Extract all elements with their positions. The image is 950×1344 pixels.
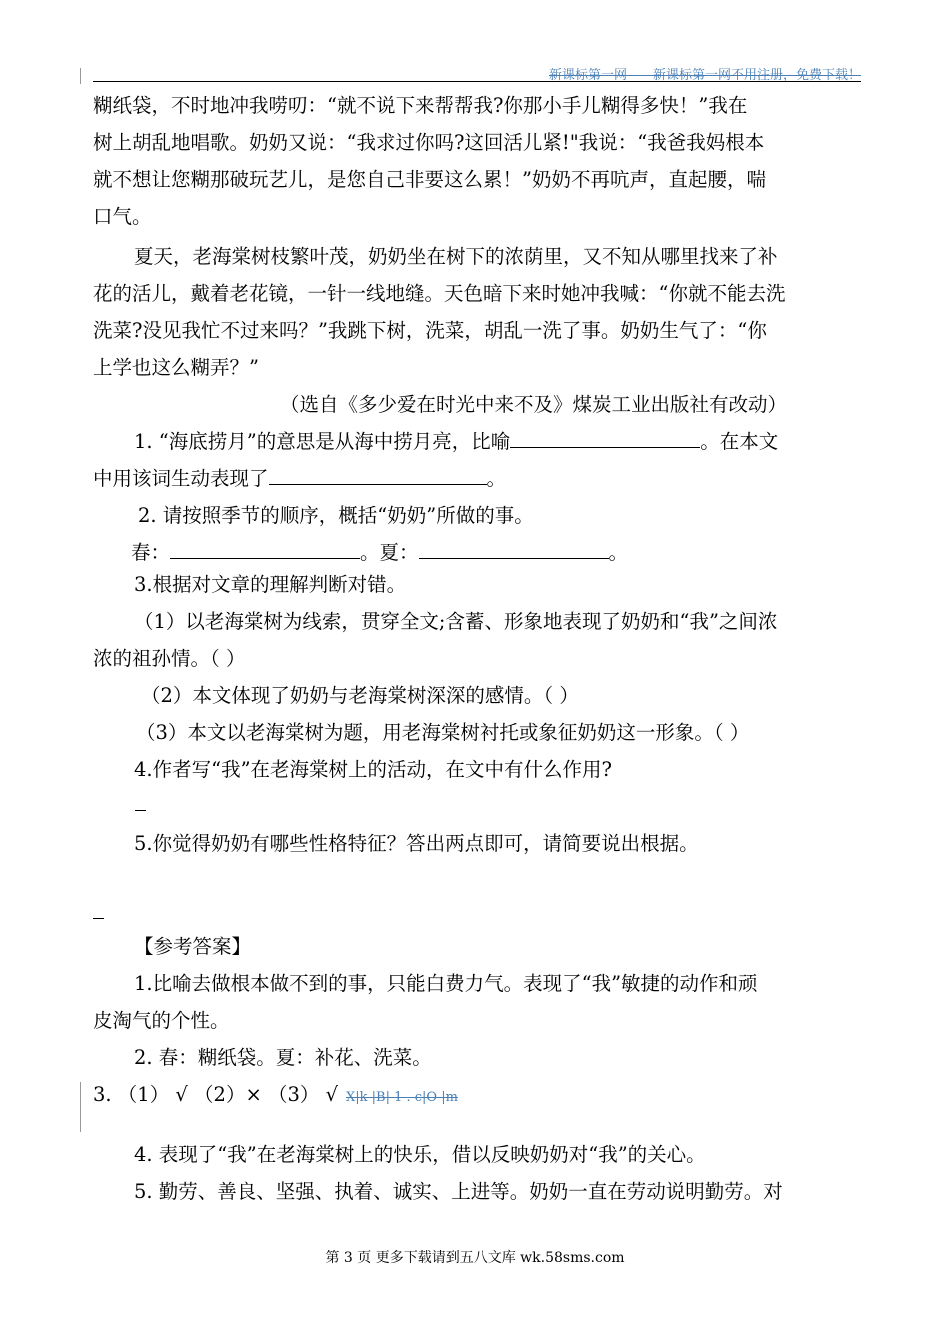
question-4: 4.作者写“我”在老海棠树上的活动，在文中有什么作用? [134,758,612,781]
answer-blank[interactable] [269,462,487,485]
spring-label: 春： [131,541,171,564]
question-3-1: （1）以老海棠树为线索，贯穿全文;含蓄、形象地表现了奶奶和“我”之间浓 [134,610,778,633]
passage-line: 口气。 [93,205,152,228]
answers-heading: 【参考答案】 [134,935,252,958]
answer-line-mark [135,810,146,811]
answer-4: 4. 表现了“我”在老海棠树上的快乐，借以反映奶奶对“我”的关心。 [134,1143,706,1166]
passage-line: 就不想让您糊那破玩艺儿，是您自己非要这么累！”奶奶不再吭声，直起腰，喘 [93,168,766,191]
passage-line: 洗菜?没见我忙不过来吗？”我跳下树，洗菜，胡乱一洗了事。奶奶生气了：“你 [93,319,767,342]
header-rule [93,81,861,82]
question-2-end: 。 [608,541,629,564]
answer-blank[interactable] [510,425,700,448]
question-2: 2. 请按照季节的顺序，概括“奶奶”所做的事。 [138,504,534,527]
question-3-3: （3）本文以老海棠树为题，用老海棠树衬托或象征奶奶这一形象。（ ） [136,721,750,744]
page-footer: 第 3 页 更多下载请到五八文库 wk.58sms.com [325,1250,625,1266]
passage-line: 树上胡乱地唱歌。奶奶又说：“我求过你吗?这回活儿紧!"我说：“我爸我妈根本 [93,131,765,154]
answer-1: 1.比喻去做根本做不到的事，只能白费力气。表现了“我”敏捷的动作和顽 [134,972,758,995]
header-site-link[interactable]: 新课标第一网——新课标第一网不用注册，免费下载！ [548,68,861,83]
question-3-2: （2）本文体现了奶奶与老海棠树深深的感情。（ ） [141,684,579,707]
answer-5: 5. 勤劳、善良、坚强、执着、诚实、上进等。奶奶一直在劳动说明勤劳。对 [134,1180,783,1203]
summer-label: 。夏： [360,541,419,564]
question-1-text: 。在本文 [700,430,779,453]
answer-blank[interactable] [419,536,609,559]
question-1-text: 中用该词生动表现了 [93,467,269,490]
answer-3-text: 3. （1） √ （2）× （3） √ [93,1083,339,1106]
margin-mark [80,1082,81,1132]
question-3: 3.根据对文章的理解判断对错。 [134,573,407,596]
question-1 [134,424,861,460]
passage-line: 糊纸袋，不时地冲我唠叨：“就不说下来帮帮我?你那小手儿糊得多快！”我在 [93,94,748,117]
answer-3 [93,1077,861,1116]
margin-mark [80,68,81,84]
answer-2: 2. 春：糊纸袋。夏：补花、洗菜。 [134,1046,432,1069]
passage-line: 上学也这么糊弄？” [93,356,259,379]
question-3-1-cont: 浓的祖孙情。（ ） [93,647,246,670]
page-header [93,60,861,82]
answer-line-mark [93,918,104,919]
question-1-text: 1. “海底捞月”的意思是从海中捞月亮，比喻 [134,430,511,453]
question-1-text: 。 [486,467,507,490]
passage-line: 花的活儿，戴着老花镜，一针一线地缝。天色暗下来时她冲我喊：“你就不能去洗 [93,282,786,305]
question-5: 5.你觉得奶奶有哪些性格特征？答出两点即可，请简要说出根据。 [134,832,699,855]
answer-blank[interactable] [170,536,360,559]
source-citation: （选自《多少爱在时光中来不及》煤炭工业出版社有改动） [280,393,788,416]
question-1-cont [93,461,861,497]
watermark-link[interactable]: X|k |B| 1 . c|O |m [346,1090,458,1105]
passage-line: 夏天，老海棠树枝繁叶茂，奶奶坐在树下的浓荫里，又不知从哪里找来了补 [134,245,778,268]
question-2-blanks [131,535,861,571]
answer-1-cont: 皮淘气的个性。 [93,1009,230,1032]
